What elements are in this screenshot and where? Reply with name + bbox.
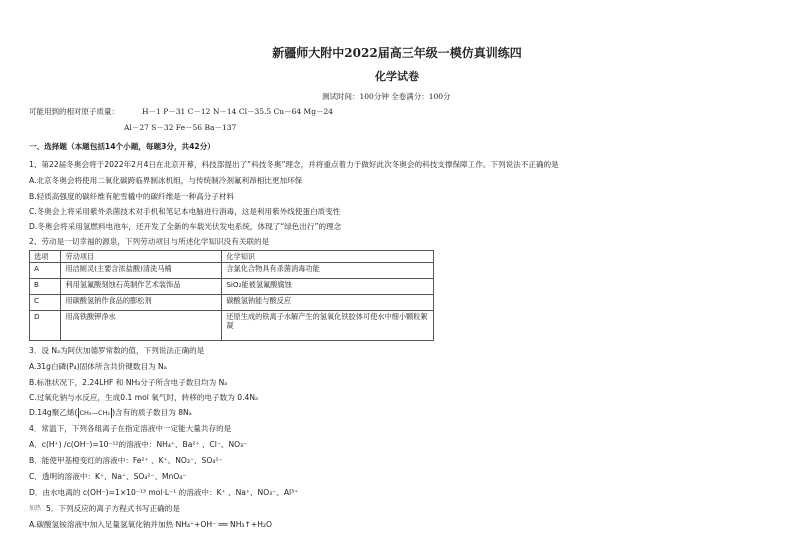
q1-option-d: D.冬奥会将采用氢燃料电池车，还开发了全新的车载光伏发电系统，体现了“绿色出行”的理念: [29, 222, 342, 231]
q5-stem: 5．下列反应的离子方程式书写正确的是: [46, 504, 180, 513]
table-cell: 含氯化合物具有杀菌消毒功能: [222, 263, 434, 279]
table-cell: 利用氢氟酸刻蚀石英制作艺术装饰品: [61, 279, 222, 295]
table-cell: 用碳酸氢钠作食品的膨松剂: [61, 295, 222, 311]
table-cell: A: [30, 263, 61, 279]
table-header-cell: 选项: [30, 251, 61, 263]
q2-stem: 2、劳动是一切幸福的源泉，下列劳动项目与所述化学知识没有关联的是: [29, 237, 270, 246]
table-row: [30, 279, 434, 295]
q3-option-d-suffix: )含有的质子数目为 8Nₐ: [112, 408, 192, 417]
q3-stem: 3．设 Nₐ为阿伏加德罗常数的值，下列说法正确的是: [29, 346, 205, 355]
q3-option-a: A.31g白磷(P₄)固体所含共价键数目为 Nₐ: [29, 362, 167, 371]
q4-option-d: D．由水电离的 c(OH⁻)=1×10⁻¹³ mol·L⁻¹ 的溶液中：K⁺ 、Na⁺、NO₃⁻、Al³⁺: [29, 488, 299, 497]
q1-stem: 1、第22届冬奥会将于2022年2月4日在北京开幕，科技部提出了“科技冬奥”理念，并将重点着力于做好此次冬奥会的科技支撑保障工作。下列说法不正确的是: [29, 160, 559, 169]
table-row: [30, 311, 434, 341]
table-cell: 碳酸氢钠能与酸反应: [222, 295, 434, 311]
table-header-cell: 劳动项目: [61, 251, 222, 263]
table-header-row: [30, 251, 434, 263]
table-header-cell: 化学知识: [222, 251, 434, 263]
q5-option-a: A.碳酸氢铵溶液中加入足量氢氧化钠并加热 NH₄⁺+OH⁻ ══ NH₃↑+H₂O: [29, 520, 272, 529]
q4-stem: 4．常温下，下列各组离子在指定溶液中一定能大量共存的是: [29, 424, 232, 433]
q4-option-c: C．透明的溶液中：K⁺、Na⁺、SO₄²⁻、MnO₄⁻: [29, 472, 187, 481]
q4-option-b: B．能使甲基橙变红的溶液中：Fe²⁺ 、K⁺、NO₃⁻、SO₄²⁻: [29, 456, 223, 465]
q1-option-c: C.冬奥会上将采用紫外杀菌技术对手机和笔记本电脑进行消毒，这是利用紫外线使蛋白质变性: [29, 207, 341, 216]
polyethylene-formula: CH₂—CH₂: [79, 409, 111, 417]
table-cell: 用高铁酸钾净水: [61, 311, 222, 341]
table-row: [30, 295, 434, 311]
table-cell-text: 还原生成的铁离子水解产生的氢氧化铁胶体可使水中细小颗粒絮凝: [226, 312, 428, 330]
table-cell: 用洁厕灵(主要含浓盐酸)清洗马桶: [61, 263, 222, 279]
atomic-mass-row2: Al－27 S－32 Fe－56 Ba－137: [124, 123, 237, 132]
q3-option-d: [29, 408, 192, 418]
q2-table: [29, 250, 434, 341]
q1-option-b: B.轻质高强度的碳纤维有舵雪橇中的碳纤维是一种高分子材料: [29, 192, 235, 201]
table-cell: [222, 311, 434, 341]
q3-option-b: B.标准状况下，2.24LHF 和 NH₃分子所含电子数目均为 Nₐ: [29, 378, 228, 387]
q3-option-d-prefix: D.14g聚乙烯(: [29, 408, 78, 417]
table-cell: SiO₂能被氢氟酸腐蚀: [222, 279, 434, 295]
q5-prefix: 加热: [29, 505, 42, 512]
q3-option-c: C.过氧化钠与水反应，生成0.1 mol 氧气时，转移的电子数为 0.4Nₐ: [29, 393, 258, 402]
page-title: 新疆师大附中2022届高三年级一模仿真训练四: [272, 46, 522, 60]
q4-option-a: A．c(H⁺) /c(OH⁻)=10⁻¹²的溶液中：NH₄⁺、Ba²⁺ 、Cl⁻、NO₃⁻: [29, 440, 248, 449]
section-heading: 一、选择题（本题包括14个小题，每题3分，共42分）: [29, 142, 215, 151]
atomic-mass-row1: H－1 P－31 C－12 N－14 Cl－35.5 Cu－64 Mg－24: [142, 107, 334, 116]
q1-option-a: A.北京冬奥会将使用二氧化碳跨临界制冰机组，与传统制冷剂氟利昂相比更加环保: [29, 176, 303, 185]
table-cell: D: [30, 311, 61, 341]
page-subtitle: 化学试卷: [375, 70, 419, 83]
atomic-mass-label: 可能用到的相对原子质量：: [29, 107, 119, 116]
table-row: [30, 263, 434, 279]
table-cell: C: [30, 295, 61, 311]
exam-info: 测试时间：100分钟 全卷满分：100分: [322, 92, 451, 101]
table-cell: B: [30, 279, 61, 295]
